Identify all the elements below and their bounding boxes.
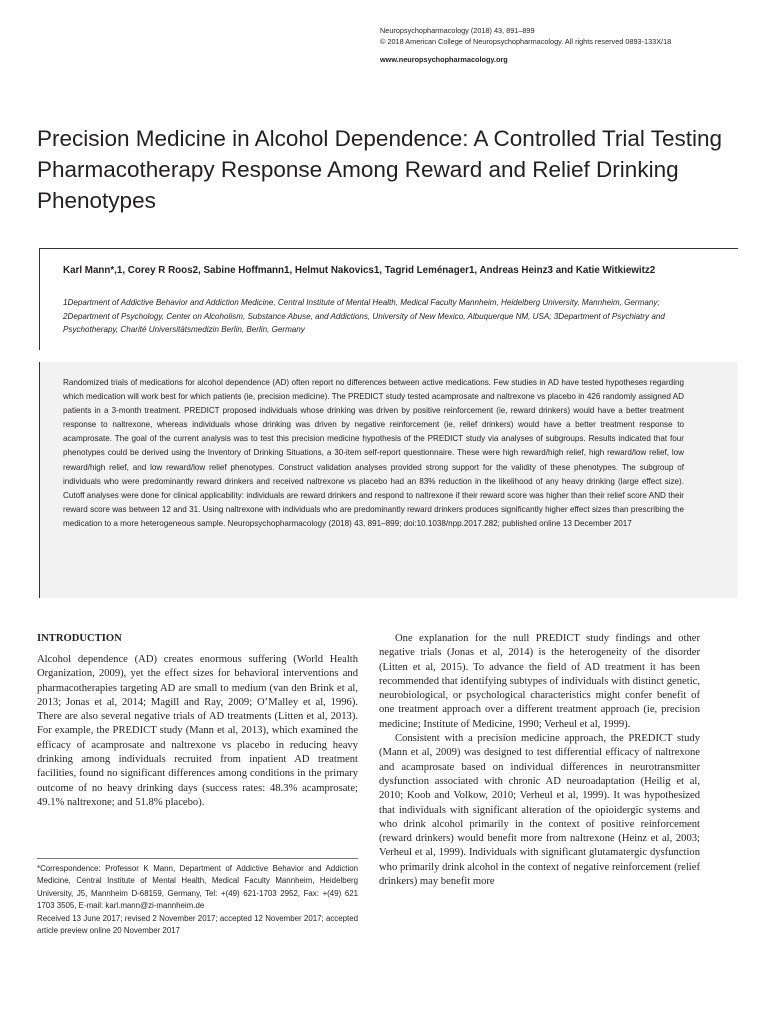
received-dates: Received 13 June 2017; revised 2 November 2017; accepted 12 November 2017; accepted article preview online 20 November 2017: [37, 913, 358, 936]
journal-copyright: © 2018 American College of Neuropsychopharmacology. All rights reserved 0893-133X/18: [380, 36, 672, 46]
body-paragraph-2: Consistent with a precision medicine approach, the PREDICT study (Mann et al, 2009) was designed to test differential efficacy of naltrexone and acamprosate based on individual differences in neurotransmitter dysfunction associated with chronic AD neuroadaptation (Heilig et al, 2010; Koob and Volkow, 2010; Verheul et al, 1999). It was hypothesized that individuals with significant alteration of the opioidergic systems and who drink alcohol primarily in the context of positive reinforcement (reward drinkers) would benefit more from naltrexone (Heinz et al, 2003; Verheul et al, 1999). Individuals with significant glutamatergic dysfunction who primarily drink alcohol in the context of negative reinforcement (relief drinkers) may benefit more: [379, 733, 700, 888]
abstract: [63, 376, 684, 531]
affiliations: 1Department of Addictive Behavior and Addiction Medicine, Central Institute of Mental Health, Medical Faculty Mannheim, Heidelberg University, Mannheim, Germany; 2Department of Psychology, Center on Alcoholism, Substance Abuse, and Addictions, University of New Mexico, Albuquerque NM, USA; 3Department of Psychiatry and Psychotherapy, Charité Universitätsmedizin Berlin, Berlin, Germany: [63, 298, 665, 334]
article-title: Precision Medicine in Alcohol Dependence: A Controlled Trial Testing Pharmacotherapy Response Among Reward and Relief Drinking Phenotypes: [37, 126, 722, 213]
left-column: [37, 632, 358, 810]
footnote: [37, 858, 358, 937]
abstract-text: Randomized trials of medications for alcohol dependence (AD) often report no differences between active medications. Few studies in AD have tested hypotheses regarding which medication will work best for which patients (ie, precision medicine). The PREDICT study tested acamprosate and naltrexone vs placebo in 426 randomly assigned AD patients in a 3-month treatment. PREDICT proposed individuals whose drinking was driven by positive reinforcement (ie, reward drinkers) would have a better treatment response to naltrexone, whereas individuals whose drinking was driven by negative reinforcement (ie, relief drinkers) would have a better treatment response to acamprosate. The goal of the current analysis was to test this precision medicine hypothesis of the PREDICT study via analyses of subgroups. Results indicated that four phenotypes could be derived using the Inventory of Drinking Situations, a 30-item self-report questionnaire. These were high reward/high relief, high reward/low relief, low reward/high relief, and low reward/low relief phenotypes. Construct validation analyses provided strong support for the validity of these phenotypes. The subgroup of individuals who were predominantly reward drinkers and received naltrexone vs placebo had an 83% reduction in the likelihood of any heavy drinking (large effect size). Cutoff analyses were done for clinical applicability: individuals are reward drinkers and respond to naltrexone if their reward score was higher than their relief score AND their reward score was between 12 and 31. Using naltrexone with individuals who are predominantly reward drinkers produces significantly higher effect sizes than prescribing the medication to a more heterogeneous sample.: [63, 378, 684, 528]
journal-url[interactable]: www.neuropsychopharmacology.org: [380, 55, 508, 64]
introduction-heading: INTRODUCTION: [37, 633, 122, 644]
intro-paragraph-1: Alcohol dependence (AD) creates enormous suffering (World Health Organization, 2009), yet the effect sizes for behavioral interventions and pharmacotherapies targeting AD are small to medium (van den Brink et al, 2013; Jonas et al, 2014; Magill and Ray, 2009; O’Malley et al, 1996). There are also several negative trials of AD treatments (Litten et al, 2013). For example, the PREDICT study (Mann et al, 2013), which examined the efficacy of acamprosate and naltrexone vs placebo in reducing heavy drinking among individuals recruited from inpatient AD treatment facilities, found no significant differences among conditions in the primary outcome of no heavy drinking days (success rates: 48.3% acamprosate; 49.1% naltrexone; and 51.8% placebo).: [37, 654, 358, 808]
right-column: [379, 632, 700, 889]
author-list: Karl Mann*,1, Corey R Roos2, Sabine Hoffmann1, Helmut Nakovics1, Tagrid Leménager1, Andreas Heinz3 and Katie Witkiewitz2: [63, 265, 656, 276]
body-paragraph-1: One explanation for the null PREDICT study findings and other negative trials (Jonas et al, 2014) is the heterogeneity of the disorder (Litten et al, 2015). To advance the field of AD treatment it has been recommended that identifying subtypes of individuals with distinct genetic, neurobiological, or psychological characteristics might confer benefit of one treatment approach over a different treatment approach (ie, precision medicine; Institute of Medicine, 1990; Verheul et al, 1999).: [379, 633, 700, 730]
journal-citation: Neuropsychopharmacology (2018) 43, 891–899: [380, 26, 535, 35]
journal-header: [380, 26, 671, 66]
correspondence-note: *Correspondence: Professor K Mann, Department of Addictive Behavior and Addiction Medicine, Central Institute of Mental Health, Medical Faculty Mannheim, Heidelberg University, J5, Mannheim D-68159, Germany, Tel: +(49) 621-1703 2952, Fax: +(49) 621 1703 3505, E-mail: karl.mann@zi-mannheim.de: [37, 864, 358, 911]
abstract-citation: Neuropsychopharmacology (2018) 43, 891–899; doi:10.1038/npp.2017.282; published online 13 December 2017: [227, 518, 632, 528]
